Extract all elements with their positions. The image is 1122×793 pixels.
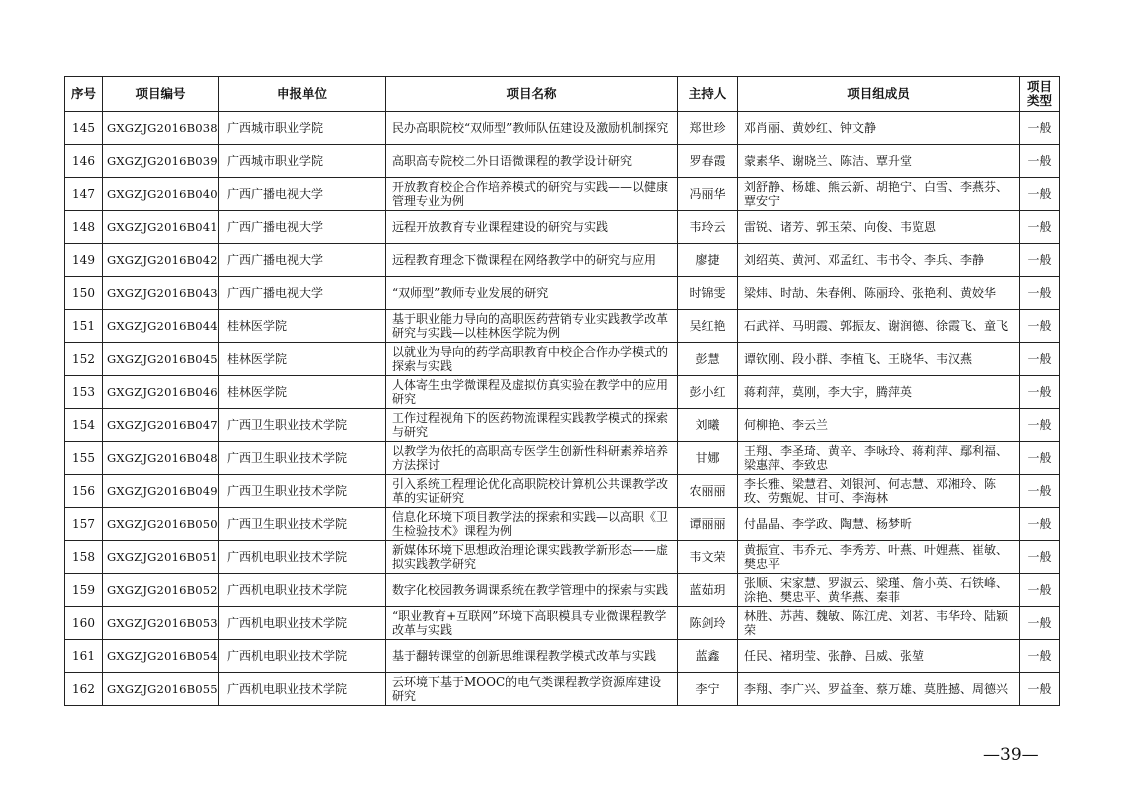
cell-type: 一般 — [1020, 211, 1060, 244]
cell-members: 王翔、李圣琦、黄辛、李咏玲、蒋莉萍、鄢利福、梁惠萍、李致忠 — [738, 442, 1020, 475]
cell-name: 远程教育理念下微课程在网络教学中的研究与应用 — [386, 244, 678, 277]
cell-host: 廖捷 — [678, 244, 738, 277]
cell-name: 工作过程视角下的医药物流课程实践教学模式的探索与研究 — [386, 409, 678, 442]
cell-seq: 156 — [65, 475, 103, 508]
cell-members: 付晶晶、李学政、陶慧、杨梦昕 — [738, 508, 1020, 541]
cell-host: 彭小红 — [678, 376, 738, 409]
cell-seq: 157 — [65, 508, 103, 541]
cell-seq: 146 — [65, 145, 103, 178]
cell-host: 韦文荣 — [678, 541, 738, 574]
cell-unit: 桂林医学院 — [219, 376, 386, 409]
cell-code: GXGZJG2016B048 — [103, 442, 219, 475]
cell-members: 梁炜、时劼、朱春俐、陈丽玲、张艳利、黄姣华 — [738, 277, 1020, 310]
table-row — [65, 112, 1060, 145]
table-row — [65, 277, 1060, 310]
table-row — [65, 211, 1060, 244]
cell-unit: 广西城市职业学院 — [219, 145, 386, 178]
cell-host: 蓝茹玥 — [678, 574, 738, 607]
cell-unit: 广西卫生职业技术学院 — [219, 409, 386, 442]
cell-host: 吴红艳 — [678, 310, 738, 343]
cell-host: 陈剑玲 — [678, 607, 738, 640]
header-name: 项目名称 — [386, 77, 678, 112]
cell-seq: 160 — [65, 607, 103, 640]
cell-seq: 151 — [65, 310, 103, 343]
cell-name: 人体寄生虫学微课程及虚拟仿真实验在教学中的应用研究 — [386, 376, 678, 409]
header-members: 项目组成员 — [738, 77, 1020, 112]
cell-members: 张顺、宋家慧、罗淑云、梁瑾、詹小英、石铁峰、涂艳、樊忠平、黄华燕、秦菲 — [738, 574, 1020, 607]
cell-unit: 广西机电职业技术学院 — [219, 640, 386, 673]
cell-host: 郑世珍 — [678, 112, 738, 145]
table-row — [65, 310, 1060, 343]
cell-unit: 广西广播电视大学 — [219, 178, 386, 211]
cell-name: 数字化校园教务调课系统在教学管理中的探索与实践 — [386, 574, 678, 607]
cell-type: 一般 — [1020, 574, 1060, 607]
cell-type: 一般 — [1020, 343, 1060, 376]
cell-name: 信息化环境下项目教学法的探索和实践—以高职《卫生检验技术》课程为例 — [386, 508, 678, 541]
cell-type: 一般 — [1020, 475, 1060, 508]
cell-name: 引入系统工程理论优化高职院校计算机公共课教学改革的实证研究 — [386, 475, 678, 508]
cell-unit: 广西卫生职业技术学院 — [219, 442, 386, 475]
header-row — [65, 77, 1060, 112]
cell-host: 蓝鑫 — [678, 640, 738, 673]
cell-code: GXGZJG2016B043 — [103, 277, 219, 310]
table-row — [65, 442, 1060, 475]
table-row — [65, 673, 1060, 706]
page-number: —39— — [983, 745, 1039, 765]
cell-seq: 150 — [65, 277, 103, 310]
cell-unit: 桂林医学院 — [219, 343, 386, 376]
cell-members: 邓肖丽、黄妙红、钟文静 — [738, 112, 1020, 145]
cell-seq: 162 — [65, 673, 103, 706]
cell-seq: 153 — [65, 376, 103, 409]
cell-name: 以教学为依托的高职高专医学生创新性科研素养培养方法探讨 — [386, 442, 678, 475]
cell-unit: 广西广播电视大学 — [219, 277, 386, 310]
cell-unit: 广西机电职业技术学院 — [219, 574, 386, 607]
cell-seq: 148 — [65, 211, 103, 244]
cell-host: 甘娜 — [678, 442, 738, 475]
cell-seq: 154 — [65, 409, 103, 442]
cell-members: 何柳艳、李云兰 — [738, 409, 1020, 442]
cell-type: 一般 — [1020, 145, 1060, 178]
cell-code: GXGZJG2016B044 — [103, 310, 219, 343]
cell-name: 高职高专院校二外日语微课程的教学设计研究 — [386, 145, 678, 178]
cell-host: 韦玲云 — [678, 211, 738, 244]
cell-host: 时锦雯 — [678, 277, 738, 310]
cell-name: 民办高职院校“双师型”教师队伍建设及激励机制探究 — [386, 112, 678, 145]
table-row — [65, 343, 1060, 376]
cell-unit: 广西机电职业技术学院 — [219, 541, 386, 574]
cell-code: GXGZJG2016B040 — [103, 178, 219, 211]
table-row — [65, 244, 1060, 277]
cell-members: 李长雅、梁慧君、刘银河、何志慧、邓湘玲、陈玫、劳甄妮、甘可、李海林 — [738, 475, 1020, 508]
cell-type: 一般 — [1020, 673, 1060, 706]
table-row — [65, 145, 1060, 178]
table-row — [65, 541, 1060, 574]
cell-name: “职业教育+互联网”环境下高职模具专业微课程教学改革与实践 — [386, 607, 678, 640]
cell-code: GXGZJG2016B039 — [103, 145, 219, 178]
cell-unit: 桂林医学院 — [219, 310, 386, 343]
cell-type: 一般 — [1020, 541, 1060, 574]
cell-host: 刘曦 — [678, 409, 738, 442]
cell-members: 任民、褚玥莹、张静、吕威、张堃 — [738, 640, 1020, 673]
cell-name: 云环境下基于MOOC的电气类课程教学资源库建设研究 — [386, 673, 678, 706]
cell-members: 李翔、李广兴、罗益奎、蔡万雄、莫胜撼、周德兴 — [738, 673, 1020, 706]
cell-type: 一般 — [1020, 640, 1060, 673]
cell-type: 一般 — [1020, 178, 1060, 211]
cell-code: GXGZJG2016B054 — [103, 640, 219, 673]
cell-code: GXGZJG2016B050 — [103, 508, 219, 541]
cell-seq: 161 — [65, 640, 103, 673]
cell-type: 一般 — [1020, 310, 1060, 343]
cell-unit: 广西机电职业技术学院 — [219, 673, 386, 706]
header-code: 项目编号 — [103, 77, 219, 112]
table-row — [65, 574, 1060, 607]
cell-seq: 155 — [65, 442, 103, 475]
header-seq: 序号 — [65, 77, 103, 112]
cell-type: 一般 — [1020, 508, 1060, 541]
cell-name: 开放教育校企合作培养模式的研究与实践——以健康管理专业为例 — [386, 178, 678, 211]
cell-members: 雷锐、诸芳、郭玉荣、向俊、韦览恩 — [738, 211, 1020, 244]
table-row — [65, 409, 1060, 442]
cell-members: 石武祥、马明霞、郭振友、谢润德、徐霞飞、童飞 — [738, 310, 1020, 343]
cell-type: 一般 — [1020, 607, 1060, 640]
cell-members: 蒙素华、谢晓兰、陈洁、覃升堂 — [738, 145, 1020, 178]
cell-code: GXGZJG2016B055 — [103, 673, 219, 706]
cell-unit: 广西城市职业学院 — [219, 112, 386, 145]
cell-unit: 广西广播电视大学 — [219, 244, 386, 277]
table-row — [65, 508, 1060, 541]
cell-code: GXGZJG2016B052 — [103, 574, 219, 607]
cell-name: 以就业为导向的药学高职教育中校企合作办学模式的探索与实践 — [386, 343, 678, 376]
cell-host: 农丽丽 — [678, 475, 738, 508]
table-row — [65, 607, 1060, 640]
cell-members: 黄振宣、韦乔元、李秀芳、叶燕、叶娌燕、崔敏、樊忠平 — [738, 541, 1020, 574]
cell-members: 刘绍英、黄河、邓孟红、韦书令、李兵、李静 — [738, 244, 1020, 277]
cell-members: 谭钦刚、段小群、李植飞、王晓华、韦汉燕 — [738, 343, 1020, 376]
cell-seq: 152 — [65, 343, 103, 376]
table-body — [65, 112, 1060, 706]
cell-type: 一般 — [1020, 442, 1060, 475]
table-row — [65, 640, 1060, 673]
table-row — [65, 475, 1060, 508]
header-host: 主持人 — [678, 77, 738, 112]
cell-type: 一般 — [1020, 376, 1060, 409]
cell-unit: 广西广播电视大学 — [219, 211, 386, 244]
cell-code: GXGZJG2016B046 — [103, 376, 219, 409]
cell-type: 一般 — [1020, 277, 1060, 310]
cell-host: 罗春霞 — [678, 145, 738, 178]
cell-code: GXGZJG2016B049 — [103, 475, 219, 508]
cell-host: 李宁 — [678, 673, 738, 706]
cell-unit: 广西卫生职业技术学院 — [219, 508, 386, 541]
cell-unit: 广西卫生职业技术学院 — [219, 475, 386, 508]
cell-members: 蒋莉萍，莫刚，李大宇，腾萍英 — [738, 376, 1020, 409]
cell-seq: 145 — [65, 112, 103, 145]
cell-seq: 149 — [65, 244, 103, 277]
cell-code: GXGZJG2016B051 — [103, 541, 219, 574]
header-unit: 申报单位 — [219, 77, 386, 112]
header-type: 项目类型 — [1020, 77, 1060, 112]
cell-code: GXGZJG2016B042 — [103, 244, 219, 277]
project-table — [64, 76, 1060, 706]
cell-type: 一般 — [1020, 112, 1060, 145]
cell-code: GXGZJG2016B047 — [103, 409, 219, 442]
cell-code: GXGZJG2016B045 — [103, 343, 219, 376]
cell-code: GXGZJG2016B041 — [103, 211, 219, 244]
cell-host: 彭慧 — [678, 343, 738, 376]
cell-unit: 广西机电职业技术学院 — [219, 607, 386, 640]
cell-name: 基于翻转课堂的创新思维课程教学模式改革与实践 — [386, 640, 678, 673]
cell-name: “双师型”教师专业发展的研究 — [386, 277, 678, 310]
cell-seq: 158 — [65, 541, 103, 574]
cell-members: 刘舒静、杨雄、熊云新、胡艳宁、白雪、李燕芬、覃安宁 — [738, 178, 1020, 211]
cell-name: 新媒体环境下思想政治理论课实践教学新形态——虚拟实践教学研究 — [386, 541, 678, 574]
cell-name: 远程开放教育专业课程建设的研究与实践 — [386, 211, 678, 244]
cell-code: GXGZJG2016B038 — [103, 112, 219, 145]
cell-code: GXGZJG2016B053 — [103, 607, 219, 640]
table-row — [65, 376, 1060, 409]
cell-name: 基于职业能力导向的高职医药营销专业实践教学改革研究与实践—以桂林医学院为例 — [386, 310, 678, 343]
cell-host: 谭丽丽 — [678, 508, 738, 541]
cell-seq: 147 — [65, 178, 103, 211]
cell-type: 一般 — [1020, 409, 1060, 442]
cell-members: 林胜、苏茜、魏敏、陈江虎、刘茗、韦华玲、陆颖荣 — [738, 607, 1020, 640]
cell-seq: 159 — [65, 574, 103, 607]
cell-type: 一般 — [1020, 244, 1060, 277]
table-row — [65, 178, 1060, 211]
cell-host: 冯丽华 — [678, 178, 738, 211]
